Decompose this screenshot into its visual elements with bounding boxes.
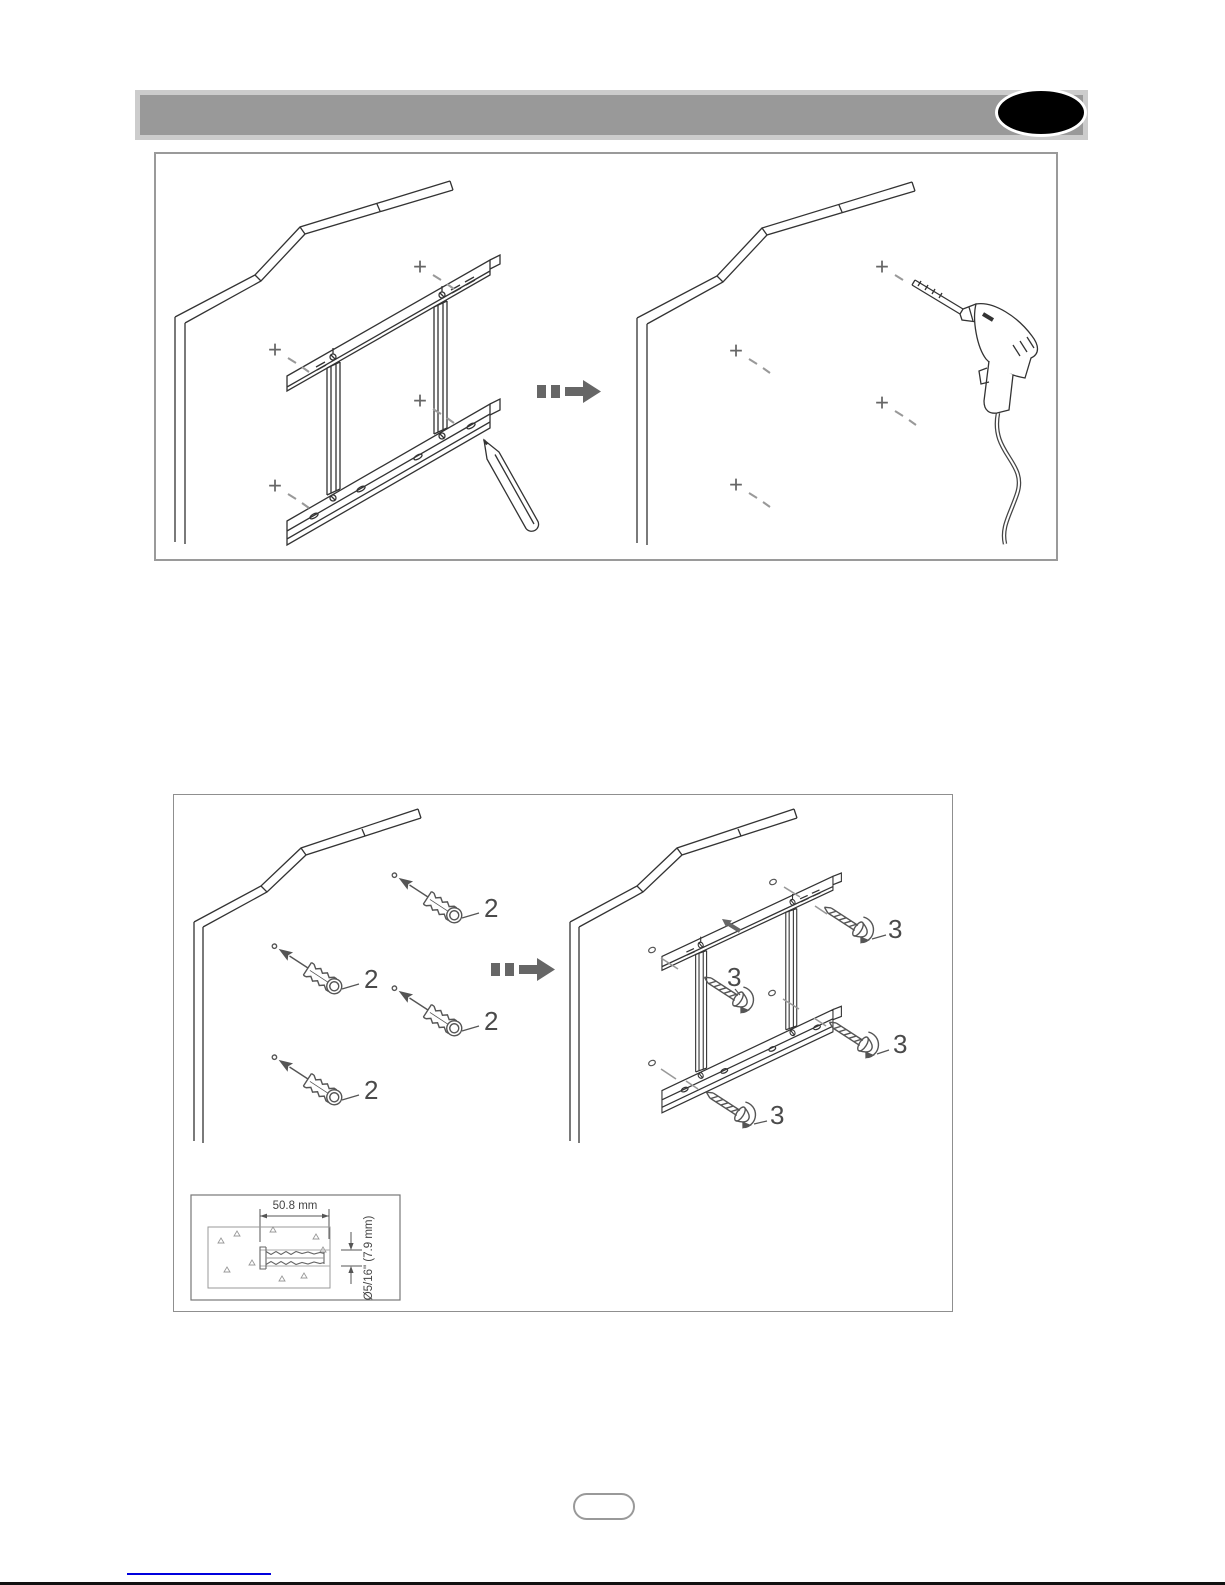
wall-right-icon [637,182,915,545]
step2-illustration-panel [173,794,953,1312]
label-leader [462,913,479,918]
section-header-bar [135,90,1088,140]
wall-anchor-icon [268,940,345,997]
page-number-pill [573,1493,635,1520]
insert-arrow-icon [727,923,740,931]
label-leader [342,984,359,989]
anchor-label: 2 [364,1075,379,1105]
screw-label: 3 [727,962,742,992]
step-arrow-icon [491,958,555,981]
step1-illustration-panel [154,152,1058,561]
alignment-dashes [661,887,827,1089]
label-leader [754,1121,767,1124]
wall-left-icon [175,181,453,544]
diameter-dimension [341,1232,362,1284]
screw-label: 3 [893,1029,908,1059]
label-leader [877,1050,889,1054]
wall-right-icon [570,809,797,1143]
label-leader [342,1095,359,1100]
hole-diameter-label: Ø5/16" (7.9 mm) [363,1215,375,1301]
anchor-label: 2 [484,893,499,923]
anchor-hole-marks [648,878,777,1066]
wall-anchor-icon [388,869,465,926]
section-number-badge [995,88,1087,137]
screw-label: 3 [888,914,903,944]
label-leader [872,935,886,939]
screw-icon [818,896,878,947]
anchor-label: 2 [484,1006,499,1036]
label-leader [462,1026,479,1031]
mount-bracket-icon [287,255,500,545]
footer-link-underline[interactable] [127,1573,271,1575]
anchor-detail-diagram [191,1195,400,1300]
screw-label: 3 [770,1100,785,1130]
step-arrow-icon [537,380,601,403]
screw-icon [700,1081,760,1132]
hole-width-label: 50.8 mm [272,1200,318,1212]
drill-icon [912,280,1038,544]
embedded-anchor [260,1247,330,1269]
anchor-label: 2 [364,964,379,994]
wall-anchor-icon [388,982,465,1039]
pencil-icon [484,440,539,531]
wall-anchor-icon [268,1051,345,1108]
